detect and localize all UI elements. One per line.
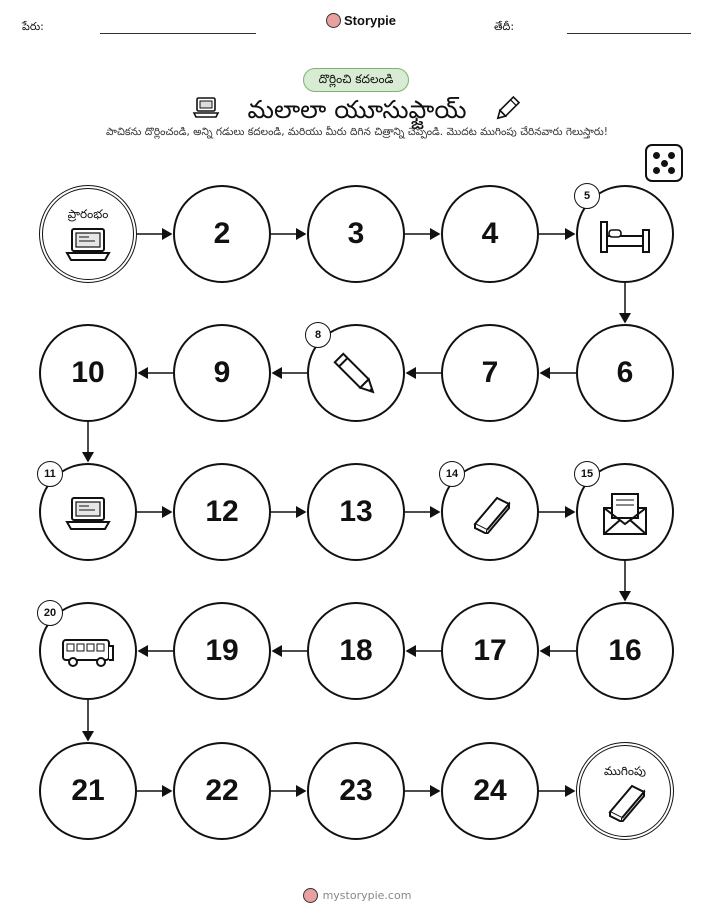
board-cell — [173, 185, 271, 283]
footer-url[interactable]: mystorypie.com — [322, 889, 412, 902]
board-cell — [39, 463, 137, 561]
board-cell — [173, 324, 271, 422]
book-icon — [467, 494, 513, 538]
cell-number: 2 — [213, 217, 231, 250]
cell-number: 9 — [213, 356, 231, 389]
start-label: ప్రారంభం — [67, 207, 109, 221]
bed-icon — [597, 216, 653, 260]
board-cell — [576, 463, 674, 561]
board-cell — [307, 185, 405, 283]
cell-number: 24 — [473, 774, 507, 807]
envelope-icon — [600, 492, 650, 540]
board-cell — [307, 602, 405, 700]
board-cell — [441, 463, 539, 561]
cell-number: 10 — [71, 356, 105, 389]
board-cell — [576, 185, 674, 283]
book-icon — [602, 782, 648, 826]
board-cell — [441, 602, 539, 700]
mascot-icon — [303, 888, 318, 903]
board-cell — [441, 742, 539, 840]
cell-number-badge: 8 — [305, 322, 331, 348]
board-cell — [441, 324, 539, 422]
page-title: మలాలా యూసుఫ్జాయ్ — [247, 95, 467, 124]
cell-number: 13 — [339, 495, 373, 528]
board-cell — [307, 742, 405, 840]
finish-label: ముగింపు — [604, 764, 646, 778]
cell-number: 7 — [481, 356, 499, 389]
name-label: పేరు: — [22, 20, 44, 33]
cell-number: 17 — [473, 634, 507, 667]
instructions: పాచికను దొర్లించండి, అన్ని గడులు కదలండి, మరియు మీరు దిగిన చిత్రాన్ని చెప్పండి. మొదట ముగింపు చేరినవారు గెలుస్తారు! — [106, 126, 608, 138]
cell-number: 21 — [71, 774, 105, 807]
board-cell — [307, 463, 405, 561]
footer — [0, 888, 714, 903]
cell-number: 12 — [205, 495, 239, 528]
board-cell — [39, 602, 137, 700]
finish-cell — [576, 742, 674, 840]
cell-number: 18 — [339, 634, 373, 667]
cell-number: 16 — [608, 634, 642, 667]
board-cell — [576, 324, 674, 422]
cell-number: 23 — [339, 774, 373, 807]
board-cell — [173, 742, 271, 840]
board-cell — [576, 602, 674, 700]
brand-name: Storypie — [344, 13, 397, 28]
cell-number-badge: 20 — [37, 600, 63, 626]
date-label: తేదీ: — [494, 20, 515, 33]
bus-icon — [60, 636, 116, 674]
board-cell — [173, 602, 271, 700]
board-cell — [39, 742, 137, 840]
cell-number: 19 — [205, 634, 239, 667]
board-cell — [39, 324, 137, 422]
laptop-icon — [65, 494, 111, 538]
cell-number-badge: 14 — [439, 461, 465, 487]
laptop-icon — [65, 225, 111, 269]
cell-number: 3 — [347, 217, 365, 250]
pencil-icon — [328, 347, 384, 407]
cell-number-badge: 11 — [37, 461, 63, 487]
cell-number: 6 — [616, 356, 634, 389]
start-cell — [39, 185, 137, 283]
roll-banner: దొర్లించి కదలండి — [303, 68, 409, 92]
cell-number: 4 — [481, 217, 499, 250]
cell-number: 22 — [205, 774, 239, 807]
cell-number-badge: 15 — [574, 461, 600, 487]
board-cell — [441, 185, 539, 283]
board-cell — [307, 324, 405, 422]
board-cell — [173, 463, 271, 561]
cell-number-badge: 5 — [574, 183, 600, 209]
